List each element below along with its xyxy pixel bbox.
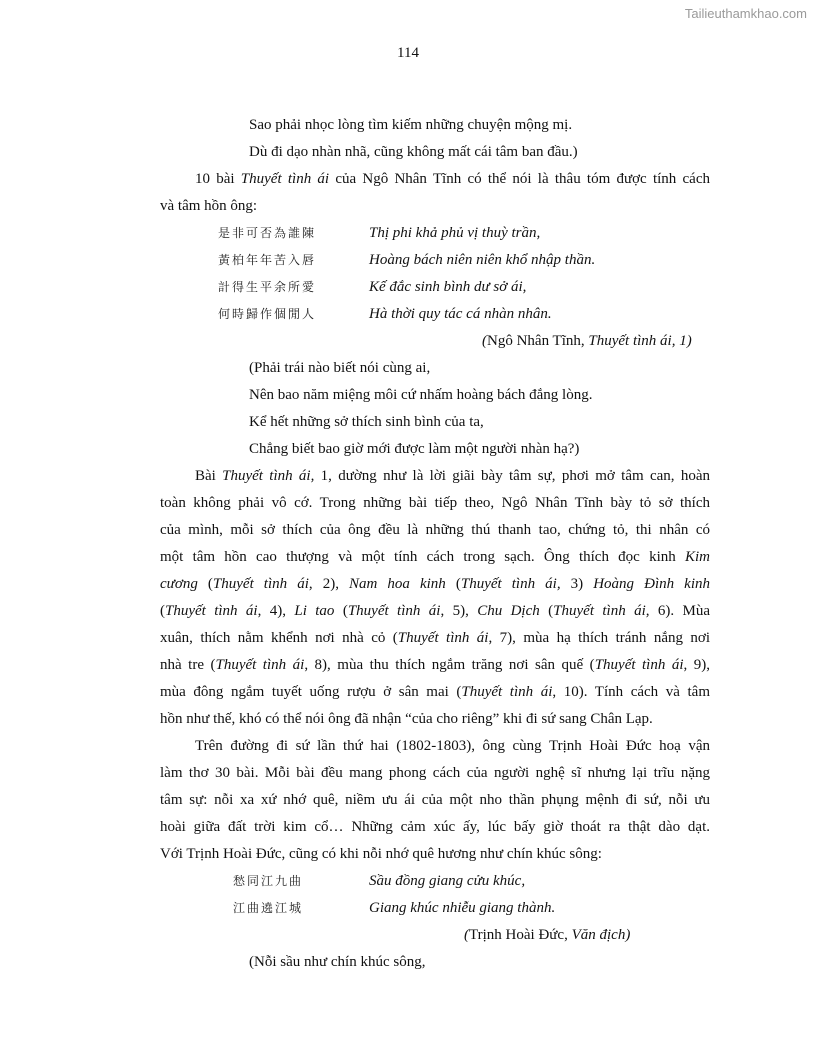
translation-line: Sao phải nhọc lòng tìm kiếm những chuyện mộng mị. xyxy=(249,117,573,133)
paragraph-line: mùa đông ngắm tuyết uống rượu ở sân mai (Thuyết tình ái, 10). Tính cách và tâm xyxy=(160,684,710,700)
paragraph-line: hồn như thế, khó có thể nói ông đã nhận “của cho riêng” khi đi sứ sang Chân Lạp. xyxy=(160,711,653,727)
paragraph-line: làm thơ 30 bài. Mỗi bài đều mang phong cách của người nghệ sĩ nhưng lại trĩu nặng xyxy=(160,765,710,781)
han-verse: 何時歸作個閒人 xyxy=(218,307,317,321)
paragraph-line: tâm sự: nỗi xa xứ nhớ quê, niềm ưu ái của một nho thần phụng mệnh đi sứ, nỗi ưu xyxy=(160,792,710,808)
verse-line: Sầu đồng giang cửu khúc, xyxy=(369,873,526,889)
paragraph-line: xuân, thích nằm khểnh nơi nhà cỏ (Thuyết tình ái, 7), mùa hạ thích tránh nắng nơi xyxy=(160,630,710,646)
citation: (Ngô Nhân Tĩnh, Thuyết tình ái, 1) xyxy=(482,333,692,349)
translation-line: Chẳng biết bao giờ mới được làm một người nhàn hạ?) xyxy=(249,441,580,457)
paragraph-line: 10 bài Thuyết tình ái của Ngô Nhân Tĩnh có thể nói là thâu tóm được tính cách xyxy=(195,171,710,187)
han-verse: 黃柏年年苦入唇 xyxy=(218,253,317,267)
paragraph-line: một tâm hồn cao thượng và một tính cách trong sạch. Ông thích đọc kinh Kim xyxy=(160,549,710,565)
verse-line: Kế đắc sinh bình dư sở ái, xyxy=(369,279,527,295)
translation-line: Nên bao năm miệng môi cứ nhấm hoàng bách đắng lòng. xyxy=(249,387,593,403)
paragraph-line: Bài Thuyết tình ái, 1, dường như là lời giãi bày tâm sự, phơi mở tâm can, hoàn xyxy=(195,468,710,484)
translation-line: Dù đi dạo nhàn nhã, cũng không mất cái tâm ban đầu.) xyxy=(249,144,578,160)
han-verse: 是非可否為誰陳 xyxy=(218,226,317,240)
paragraph-line: (Thuyết tình ái, 4), Li tao (Thuyết tình ái, 5), Chu Dịch (Thuyết tình ái, 6). Mùa xyxy=(160,603,711,619)
translation-line: (Nỗi sầu như chín khúc sông, xyxy=(249,954,426,970)
paragraph-line: Trên đường đi sứ lần thứ hai (1802-1803), ông cùng Trịnh Hoài Đức hoạ vận xyxy=(195,738,710,754)
paragraph-line: toàn không phải vô cớ. Trong những bài tiếp theo, Ngô Nhân Tĩnh bày tỏ sở thích xyxy=(160,495,710,511)
citation: (Trịnh Hoài Đức, Văn địch) xyxy=(464,927,631,943)
page-number: 114 xyxy=(397,45,419,61)
han-verse: 計得生平余所愛 xyxy=(218,280,317,294)
paragraph-line: Với Trịnh Hoài Đức, cũng có khi nỗi nhớ quê hương như chín khúc sông: xyxy=(160,846,602,862)
verse-line: Hà thời quy tác cá nhàn nhân. xyxy=(369,306,552,322)
verse-line: Thị phi khả phủ vị thuỳ trần, xyxy=(369,225,541,241)
paragraph-line: nhà tre (Thuyết tình ái, 8), mùa thu thích ngắm trăng nơi sân quế (Thuyết tình ái, 9), xyxy=(160,657,711,673)
paragraph-line: cương (Thuyết tình ái, 2), Nam hoa kinh (Thuyết tình ái, 3) Hoàng Đình kinh xyxy=(160,576,711,592)
translation-line: Kể hết những sở thích sinh bình của ta, xyxy=(249,414,484,430)
translation-line: (Phải trái nào biết nói cùng ai, xyxy=(249,360,431,376)
watermark: Tailieuthamkhao.com xyxy=(684,6,807,21)
verse-line: Giang khúc nhiễu giang thành. xyxy=(369,900,556,916)
han-verse: 愁同江九曲 xyxy=(233,874,304,888)
paragraph-line: và tâm hồn ông: xyxy=(160,198,258,214)
paragraph-line: của mình, mỗi sở thích của ông đều là những thú thanh tao, chứng tỏ, thi nhân có xyxy=(160,522,710,538)
verse-line: Hoàng bách niên niên khổ nhập thần. xyxy=(369,252,596,268)
han-verse: 江曲遶江城 xyxy=(233,901,304,915)
paragraph-line: hoài giữa đất trời kim cổ… Những cảm xúc ấy, lúc bấy giờ thoát ra thật dào dạt. xyxy=(160,819,710,835)
